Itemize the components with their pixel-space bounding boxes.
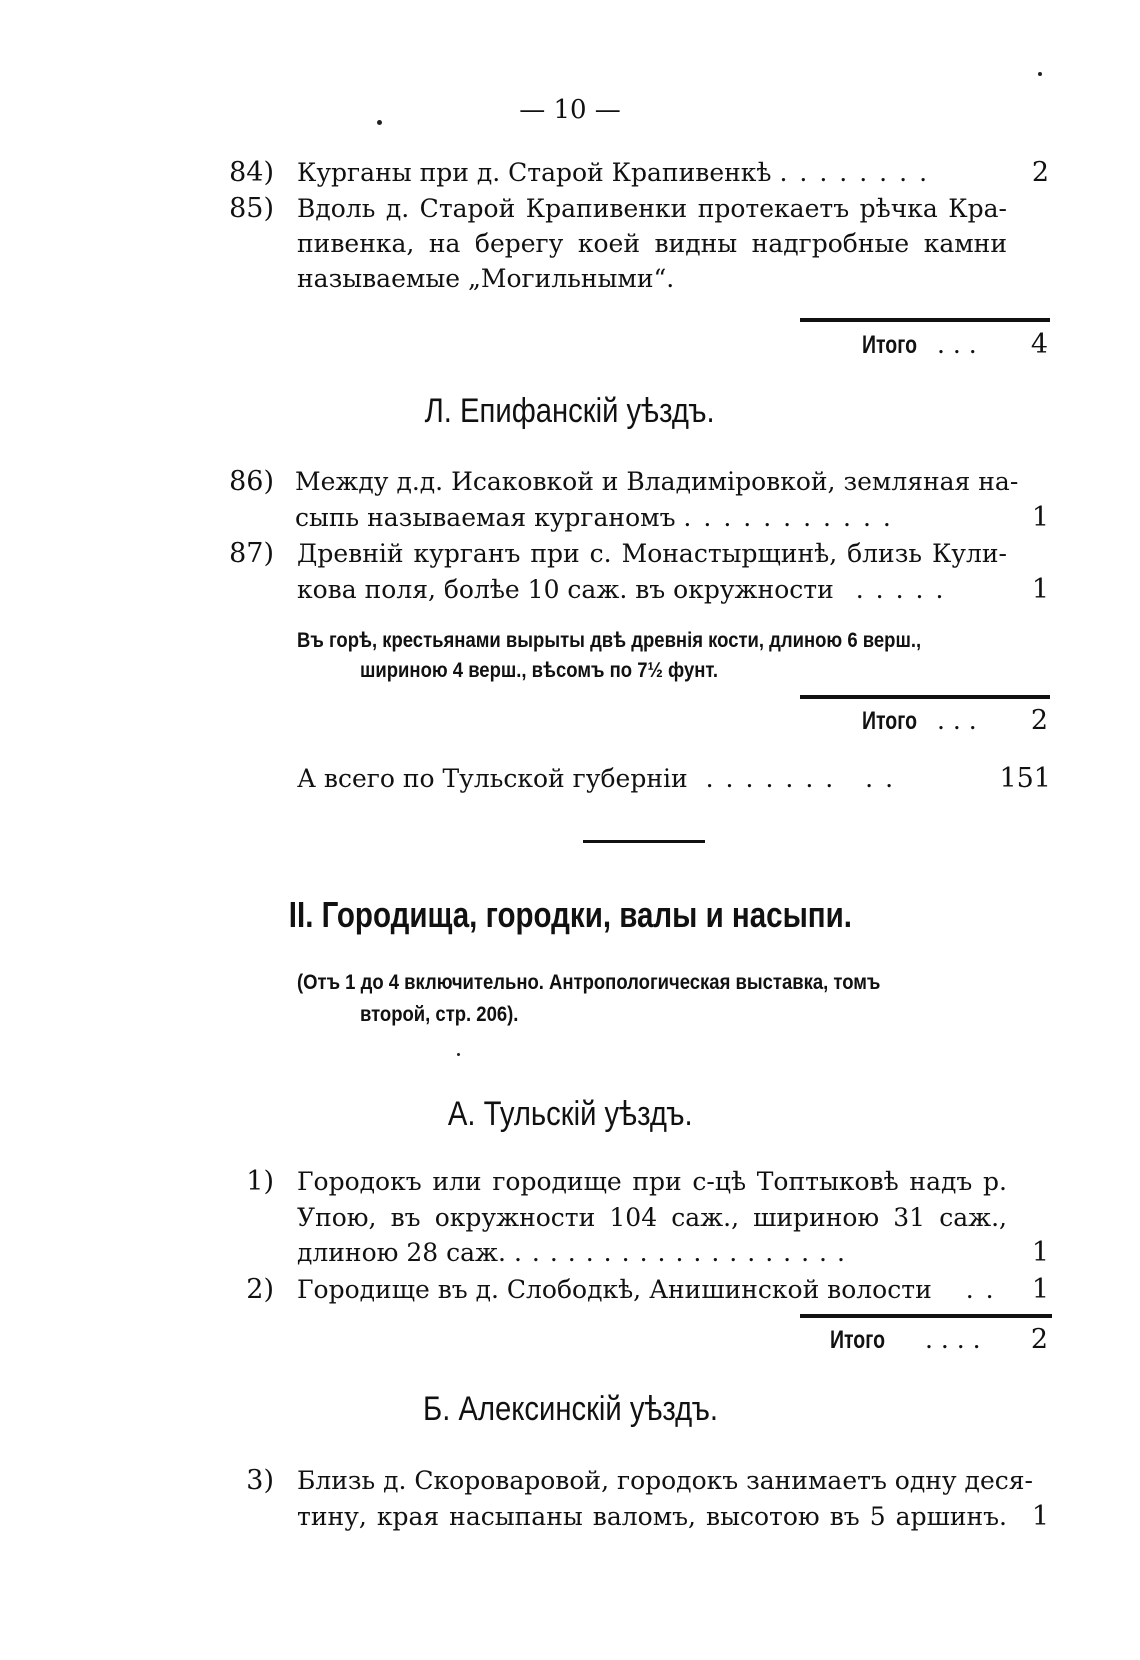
entry-84-text: Курганы при д. Старой Крапивенкѣ — [297, 158, 772, 187]
entry-2-text: Городище въ д. Слободкѣ, Анишинской волости — [297, 1275, 932, 1304]
section-separator — [583, 840, 705, 843]
leader-dots: ................... — [513, 1238, 855, 1267]
entry-number: 86) — [229, 466, 274, 497]
entry-1-line-3 — [297, 1238, 1007, 1268]
district-heading-text: А. Тульскій уѣздъ. — [447, 1095, 693, 1133]
total-rule — [800, 1314, 1052, 1318]
leader-dots: ........... — [683, 503, 903, 532]
entry-count: 2 — [1031, 157, 1049, 188]
entry-count: 1 — [1031, 502, 1049, 533]
entry-1-line-2: Упою, въ окружности 104 саж., шириною 31 саж., — [297, 1203, 1007, 1232]
entry-number: 3) — [246, 1465, 274, 1496]
entry-3-line-1: Близь д. Скороваровой, городокъ занимаетъ одну деся- — [297, 1466, 1033, 1495]
section-heading — [0, 893, 1140, 938]
note-line-1 — [297, 626, 1006, 656]
entry-text — [297, 158, 1007, 188]
entry-count: 1 — [1031, 1237, 1049, 1268]
total-label: Итого — [862, 707, 918, 735]
entry-number: 2) — [246, 1274, 274, 1305]
total-count: 2 — [1030, 705, 1048, 736]
speck — [377, 120, 382, 125]
section-note-text: второй, стр. 206). — [360, 1003, 519, 1026]
note-line-2 — [360, 656, 767, 686]
section-note-line-1 — [297, 968, 960, 998]
total-label: Итого — [830, 1326, 886, 1354]
total-rule — [800, 318, 1050, 322]
entry-87-line-2 — [297, 575, 1007, 605]
entry-number: 85) — [229, 193, 274, 224]
total-count: 2 — [1030, 1324, 1048, 1355]
section-note-text: (Отъ 1 до 4 включительно. Антропологическая выставка, томъ — [297, 971, 881, 994]
total-rule — [800, 695, 1050, 699]
total-count: 4 — [1030, 329, 1048, 360]
entry-86-text: сыпь называемая курганомъ — [295, 503, 676, 532]
leader-dots: ....... .. — [705, 764, 906, 793]
speck — [1038, 72, 1042, 76]
entry-86-line-2 — [295, 503, 1007, 533]
district-heading — [0, 1095, 1140, 1134]
district-heading — [0, 1390, 1140, 1429]
entry-count: 1 — [1031, 1501, 1049, 1532]
total-label: Итого — [862, 331, 918, 359]
total-row — [862, 330, 1052, 360]
district-heading-text: Л. Епифанскій уѣздъ. — [424, 392, 716, 430]
note-text: Въ горѣ, крестьянами вырыты двѣ древнія кости, длиною 6 верш., — [297, 629, 922, 652]
entry-2-line — [297, 1275, 1007, 1305]
leader-dots: ........ — [779, 158, 940, 187]
speck — [457, 1053, 460, 1056]
entry-1-text: длиною 28 саж. — [297, 1238, 506, 1267]
entry-number: 87) — [229, 538, 274, 569]
entry-count: 1 — [1031, 1274, 1049, 1305]
entry-1-line-1: Городокъ или городище при с-цѣ Топтыковѣ надъ р. — [297, 1167, 1007, 1196]
section-note-line-2 — [360, 1000, 540, 1030]
leader-dots: . . . . — [925, 1325, 981, 1354]
grand-total-text: А всего по Тульской губерніи — [297, 764, 688, 793]
grand-total-row — [297, 764, 1007, 794]
leader-dots: . . . — [937, 330, 977, 359]
leader-dots: . . . — [937, 706, 977, 735]
entry-number: 84) — [229, 157, 274, 188]
total-row — [830, 1325, 1052, 1355]
entry-87-line-1: Древній курганъ при с. Монастырщинѣ, близь Кули- — [297, 539, 1007, 568]
page-number: — 10 — — [519, 95, 621, 125]
note-text: шириною 4 верш., вѣсомъ по 7½ фунт. — [360, 659, 718, 682]
leader-dots: ..... — [855, 575, 956, 604]
total-row — [862, 706, 1052, 736]
entry-count: 1 — [1031, 574, 1049, 605]
entry-3-line-2: тину, края насыпаны валомъ, высотою въ 5 аршинъ. — [297, 1502, 1007, 1531]
entry-87-text: кова поля, болѣе 10 саж. въ окружности — [297, 575, 834, 604]
entry-85-line-3: называемые „Могильными“. — [297, 264, 675, 293]
entry-85-line-1: Вдоль д. Старой Крапивенки протекаетъ рѣчка Кра- — [297, 194, 1007, 223]
section-heading-text: II. Городища, городки, валы и насыпи. — [288, 894, 852, 935]
leader-dots: .. — [965, 1275, 1006, 1304]
entry-86-line-1: Между д.д. Исаковкой и Владиміровкой, земляная на- — [295, 467, 1019, 496]
entry-number: 1) — [246, 1166, 274, 1197]
district-heading — [0, 392, 1140, 431]
district-heading-text: Б. Алексинскій уѣздъ. — [422, 1390, 718, 1428]
grand-total-count: 151 — [999, 763, 1051, 794]
entry-85-line-2: пивенка, на берегу коей видны надгробные камни — [297, 229, 1007, 258]
